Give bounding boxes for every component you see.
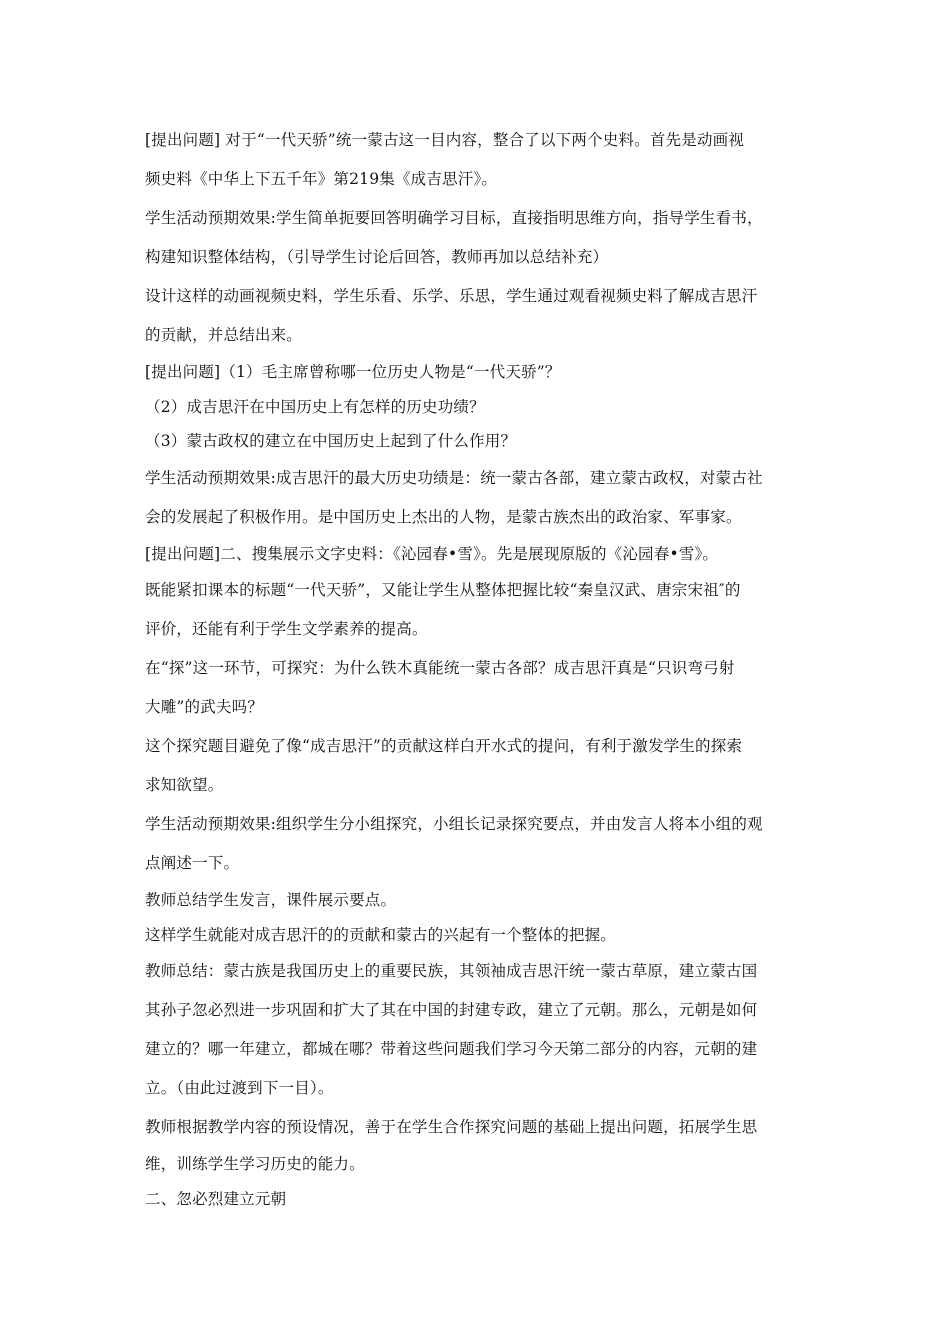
text-line: 建立的？哪一年建立，都城在哪？带着这些问题我们学习今天第二部分的内容，元朝的建	[145, 1040, 758, 1058]
text-line: 点阐述一下。	[145, 854, 240, 872]
text-line: 这样学生就能对成吉思汗的的贡献和蒙古的兴起有一个整体的把握。	[145, 925, 617, 944]
text-line: 评价，还能有利于学生文学素养的提高。	[145, 620, 428, 638]
text-line: 求知欲望。	[145, 776, 224, 794]
text-line: 设计这样的动画视频史料，学生乐看、乐学、乐思，学生通过观看视频史料了解成吉思汗	[145, 287, 758, 305]
text-line: 其孙子忽必烈进一步巩固和扩大了其在中国的封建专政，建立了元朝。那么，元朝是如何	[145, 1001, 758, 1019]
text-line: 构建知识整体结构，（引导学生讨论后回答，教师再加以总结补充）	[145, 248, 609, 266]
text-line: 大雕”的武夫吗？	[145, 698, 264, 716]
text-line: 教师根据教学内容的预设情况，善于在学生合作探究问题的基础上提出问题，拓展学生思	[145, 1118, 758, 1136]
text-line: （2）成吉思汗在中国历史上有怎样的历史功绩？	[145, 397, 485, 416]
text-line: [提出问题]二、搜集展示文字史料：《沁园春•雪》。先是展现原版的《沁园春•雪》。	[145, 544, 719, 563]
text-line: 教师总结学生发言，课件展示要点。	[145, 891, 397, 909]
text-line: 频史料《中华上下五千年》第219集《成吉思汗》。	[145, 170, 498, 188]
text-line: 学生活动预期效果:学生简单扼要回答明确学习目标，直接指明思维方向，指导学生看书，	[145, 209, 763, 227]
text-line: 学生活动预期效果:成吉思汗的最大历史功绩是：统一蒙古各部，建立蒙古政权，对蒙古社	[145, 468, 763, 487]
text-line: （3）蒙古政权的建立在中国历史上起到了什么作用？	[145, 432, 517, 450]
text-line: 在“探”这一环节，可探究：为什么铁木真能统一蒙古各部？成吉思汗真是“只识弯弓射	[145, 659, 735, 677]
text-line: [提出问题]（1）毛主席曾称哪一位历史人物是“一代天骄”？	[145, 363, 561, 381]
text-line: 学生活动预期效果:组织学生分小组探究，小组长记录探究要点，并由发言人将本小组的观	[145, 815, 763, 833]
document-body	[145, 121, 813, 1216]
text-line: 的贡献，并总结出来。	[145, 326, 303, 344]
text-line: 这个探究题目避免了像“成吉思汗”的贡献这样白开水式的提问，有利于激发学生的探索	[145, 737, 743, 755]
text-line: [提出问题] 对于“一代天骄”统一蒙古这一目内容，整合了以下两个史料。首先是动画视	[145, 131, 745, 149]
text-line: 既能紧扣课本的标题“一代天骄”，又能让学生从整体把握比较“秦皇汉武、唐宗宋祖″的	[145, 581, 741, 599]
text-line: 教师总结：蒙古族是我国历史上的重要民族，其领袖成吉思汗统一蒙古草原，建立蒙古国	[145, 962, 758, 980]
text-line: 立。（由此过渡到下一目）。	[145, 1079, 334, 1097]
text-line: 会的发展起了积极作用。是中国历史上杰出的人物，是蒙古族杰出的政治家、军事家。	[145, 507, 742, 526]
text-line: 维，训练学生学习历史的能力。	[145, 1155, 365, 1173]
section-heading: 二、忽必烈建立元朝	[145, 1189, 287, 1208]
